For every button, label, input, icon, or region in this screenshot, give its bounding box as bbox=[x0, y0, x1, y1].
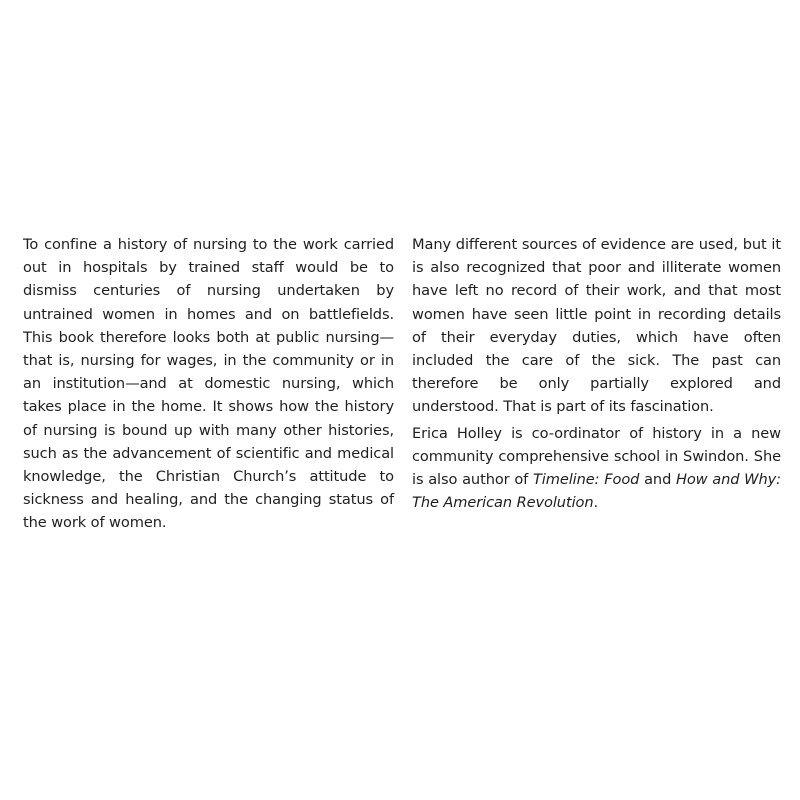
author-bio-paragraph bbox=[412, 422, 781, 515]
author-bio-text-1: Erica Holley is co-ordinator of history in a new community comprehensive school in Swindon. She is also author of bbox=[412, 424, 781, 489]
intro-paragraph: To confine a history of nursing to the work carried out in hospitals by trained staff would be to dismiss centuries of nursing undertaken by untrained women in homes and on battlefields. This book therefore looks both at public nursing—that is, nursing for wages, in the community or in an institution—and at domestic nursing, which takes place in the home. It shows how the history of nursing is bound up with many other histories, such as the advancement of scientific and medical knowledge, the Christian Church’s attitude to sickness and healing, and the changing status of the work of women. bbox=[23, 236, 394, 532]
left-text-column bbox=[23, 233, 394, 538]
book-title-timeline-food: Timeline: Food bbox=[532, 471, 640, 489]
right-text-column bbox=[412, 233, 781, 517]
sources-paragraph: Many different sources of evidence are used, but it is also recognized that poor and illiterate women have left no record of their work, and that most women have seen little point in recording details of their everyday duties, which have often included the care of the sick. The past can therefore be only partially explored and understood. That is part of its fascination. bbox=[412, 236, 781, 416]
author-bio-text-2: and bbox=[639, 471, 676, 489]
author-bio-text-3: . bbox=[593, 494, 599, 512]
book-title-how-and-why: How and Why: The American Revolution bbox=[412, 471, 782, 512]
